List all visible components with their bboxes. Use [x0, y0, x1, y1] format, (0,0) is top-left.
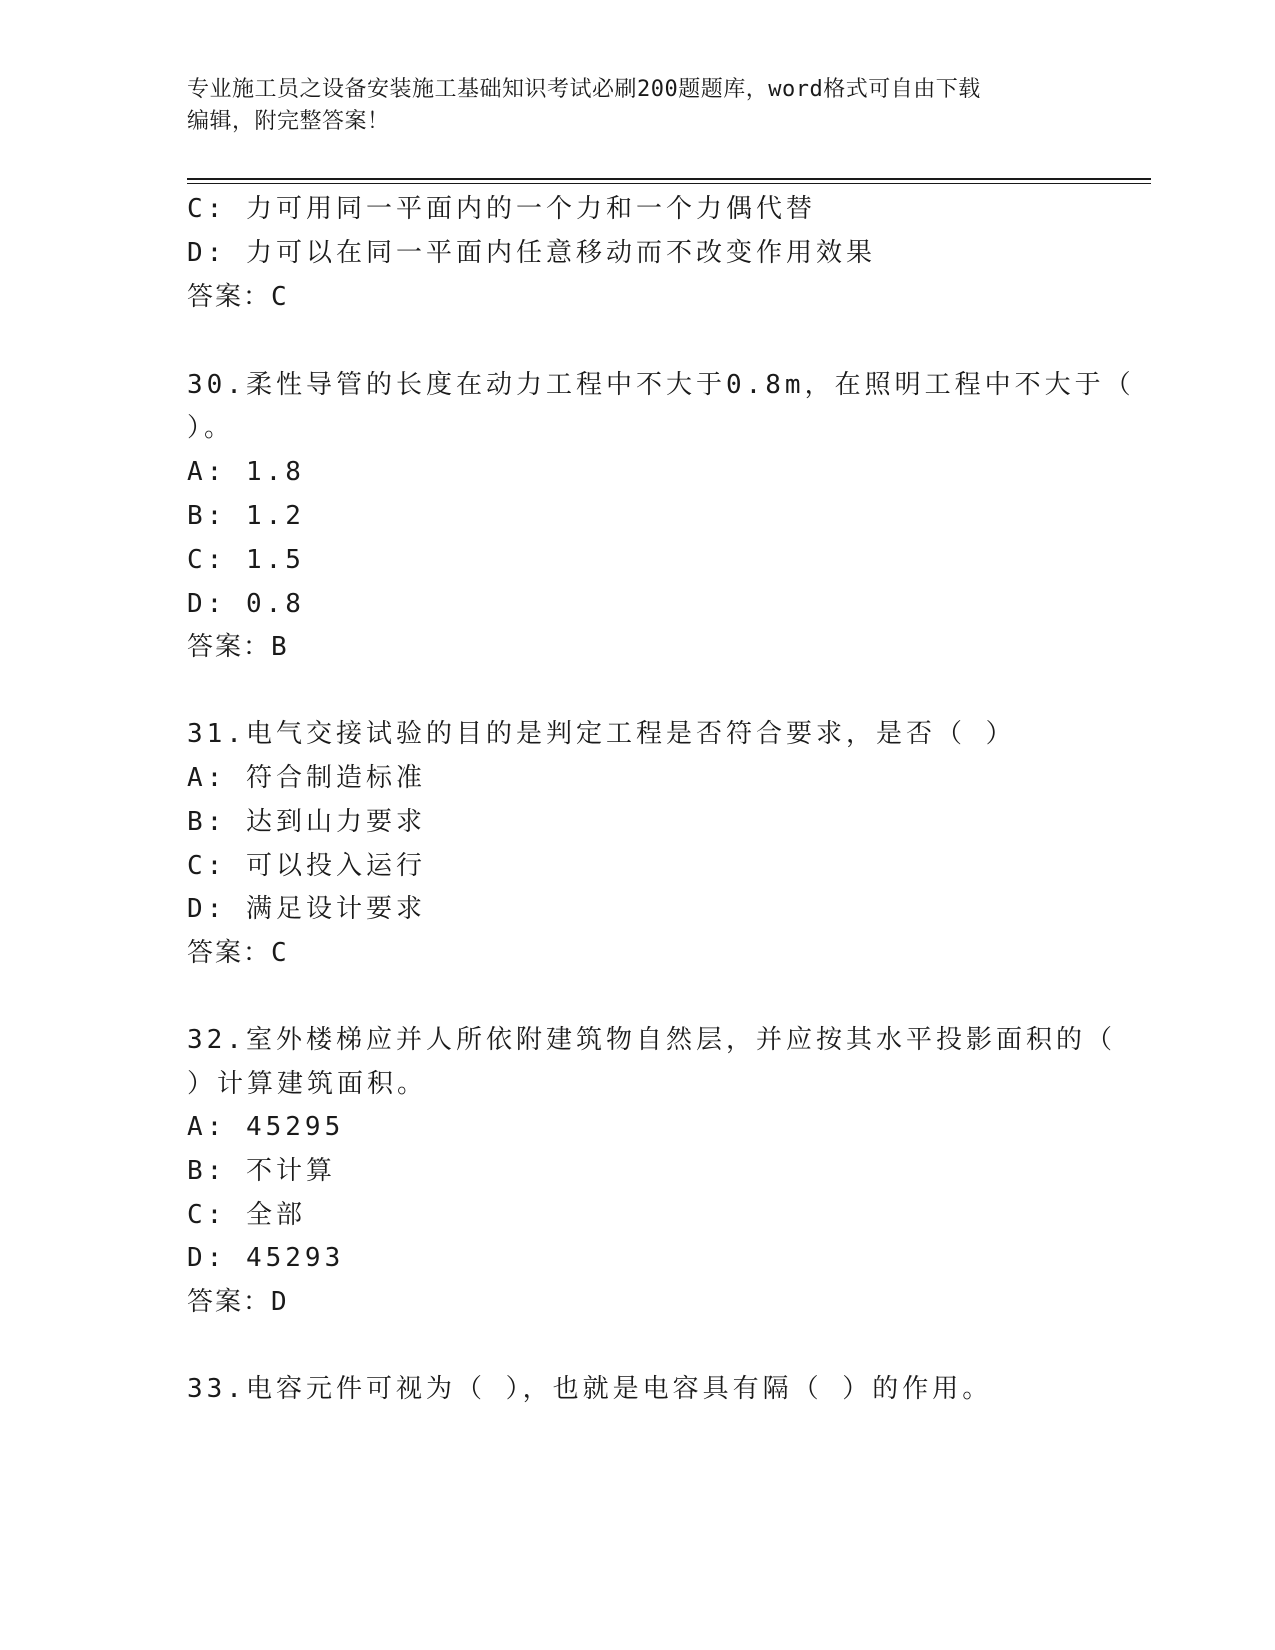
q32-answer: 答案：D [187, 1287, 289, 1317]
q32-option-a: A: 45295 [187, 1112, 345, 1142]
q30-option-a: A: 1.8 [187, 457, 305, 487]
q32-option-c: C: 全部 [187, 1200, 306, 1230]
q32-option-b: B: 不计算 [187, 1156, 336, 1186]
header-title-line-2: 编辑，附完整答案！ [187, 109, 390, 134]
document-header [187, 74, 1067, 138]
q31-option-b: B: 达到山力要求 [187, 807, 426, 837]
q30-option-d: D: 0.8 [187, 589, 305, 619]
q30-answer: 答案：B [187, 632, 289, 662]
q29-option-d: D: 力可以在同一平面内任意移动而不改变作用效果 [187, 238, 876, 268]
header-divider-thin [187, 183, 1151, 184]
header-divider-thick [187, 178, 1151, 180]
q29-answer: 答案：C [187, 282, 289, 312]
q32-stem-line-2: ）计算建筑面积。 [187, 1069, 428, 1099]
q33-stem-line-1: 33.电容元件可视为（ ），也就是电容具有隔（ ）的作用。 [187, 1374, 993, 1404]
q31-stem-line-1: 31.电气交接试验的目的是判定工程是否符合要求，是否（ ） [187, 719, 1016, 749]
q31-option-d: D: 满足设计要求 [187, 894, 426, 924]
q31-option-a: A: 符合制造标准 [187, 763, 426, 793]
q29-option-c: C: 力可用同一平面内的一个力和一个力偶代替 [187, 194, 816, 224]
header-title-line-1: 专业施工员之设备安装施工基础知识考试必刷200题题库，word格式可自由下载 [187, 77, 981, 102]
q32-stem-line-1: 32.室外楼梯应并人所依附建筑物自然层，并应按其水平投影面积的（ [187, 1025, 1116, 1055]
q30-option-c: C: 1.5 [187, 545, 305, 575]
q31-option-c: C: 可以投入运行 [187, 851, 426, 881]
q31-answer: 答案：C [187, 938, 289, 968]
q30-stem-line-2: ）。 [187, 413, 235, 443]
q30-option-b: B: 1.2 [187, 501, 305, 531]
q30-stem-line-1: 30.柔性导管的长度在动力工程中不大于0.8m，在照明工程中不大于（ [187, 370, 1135, 400]
q32-option-d: D: 45293 [187, 1243, 345, 1273]
